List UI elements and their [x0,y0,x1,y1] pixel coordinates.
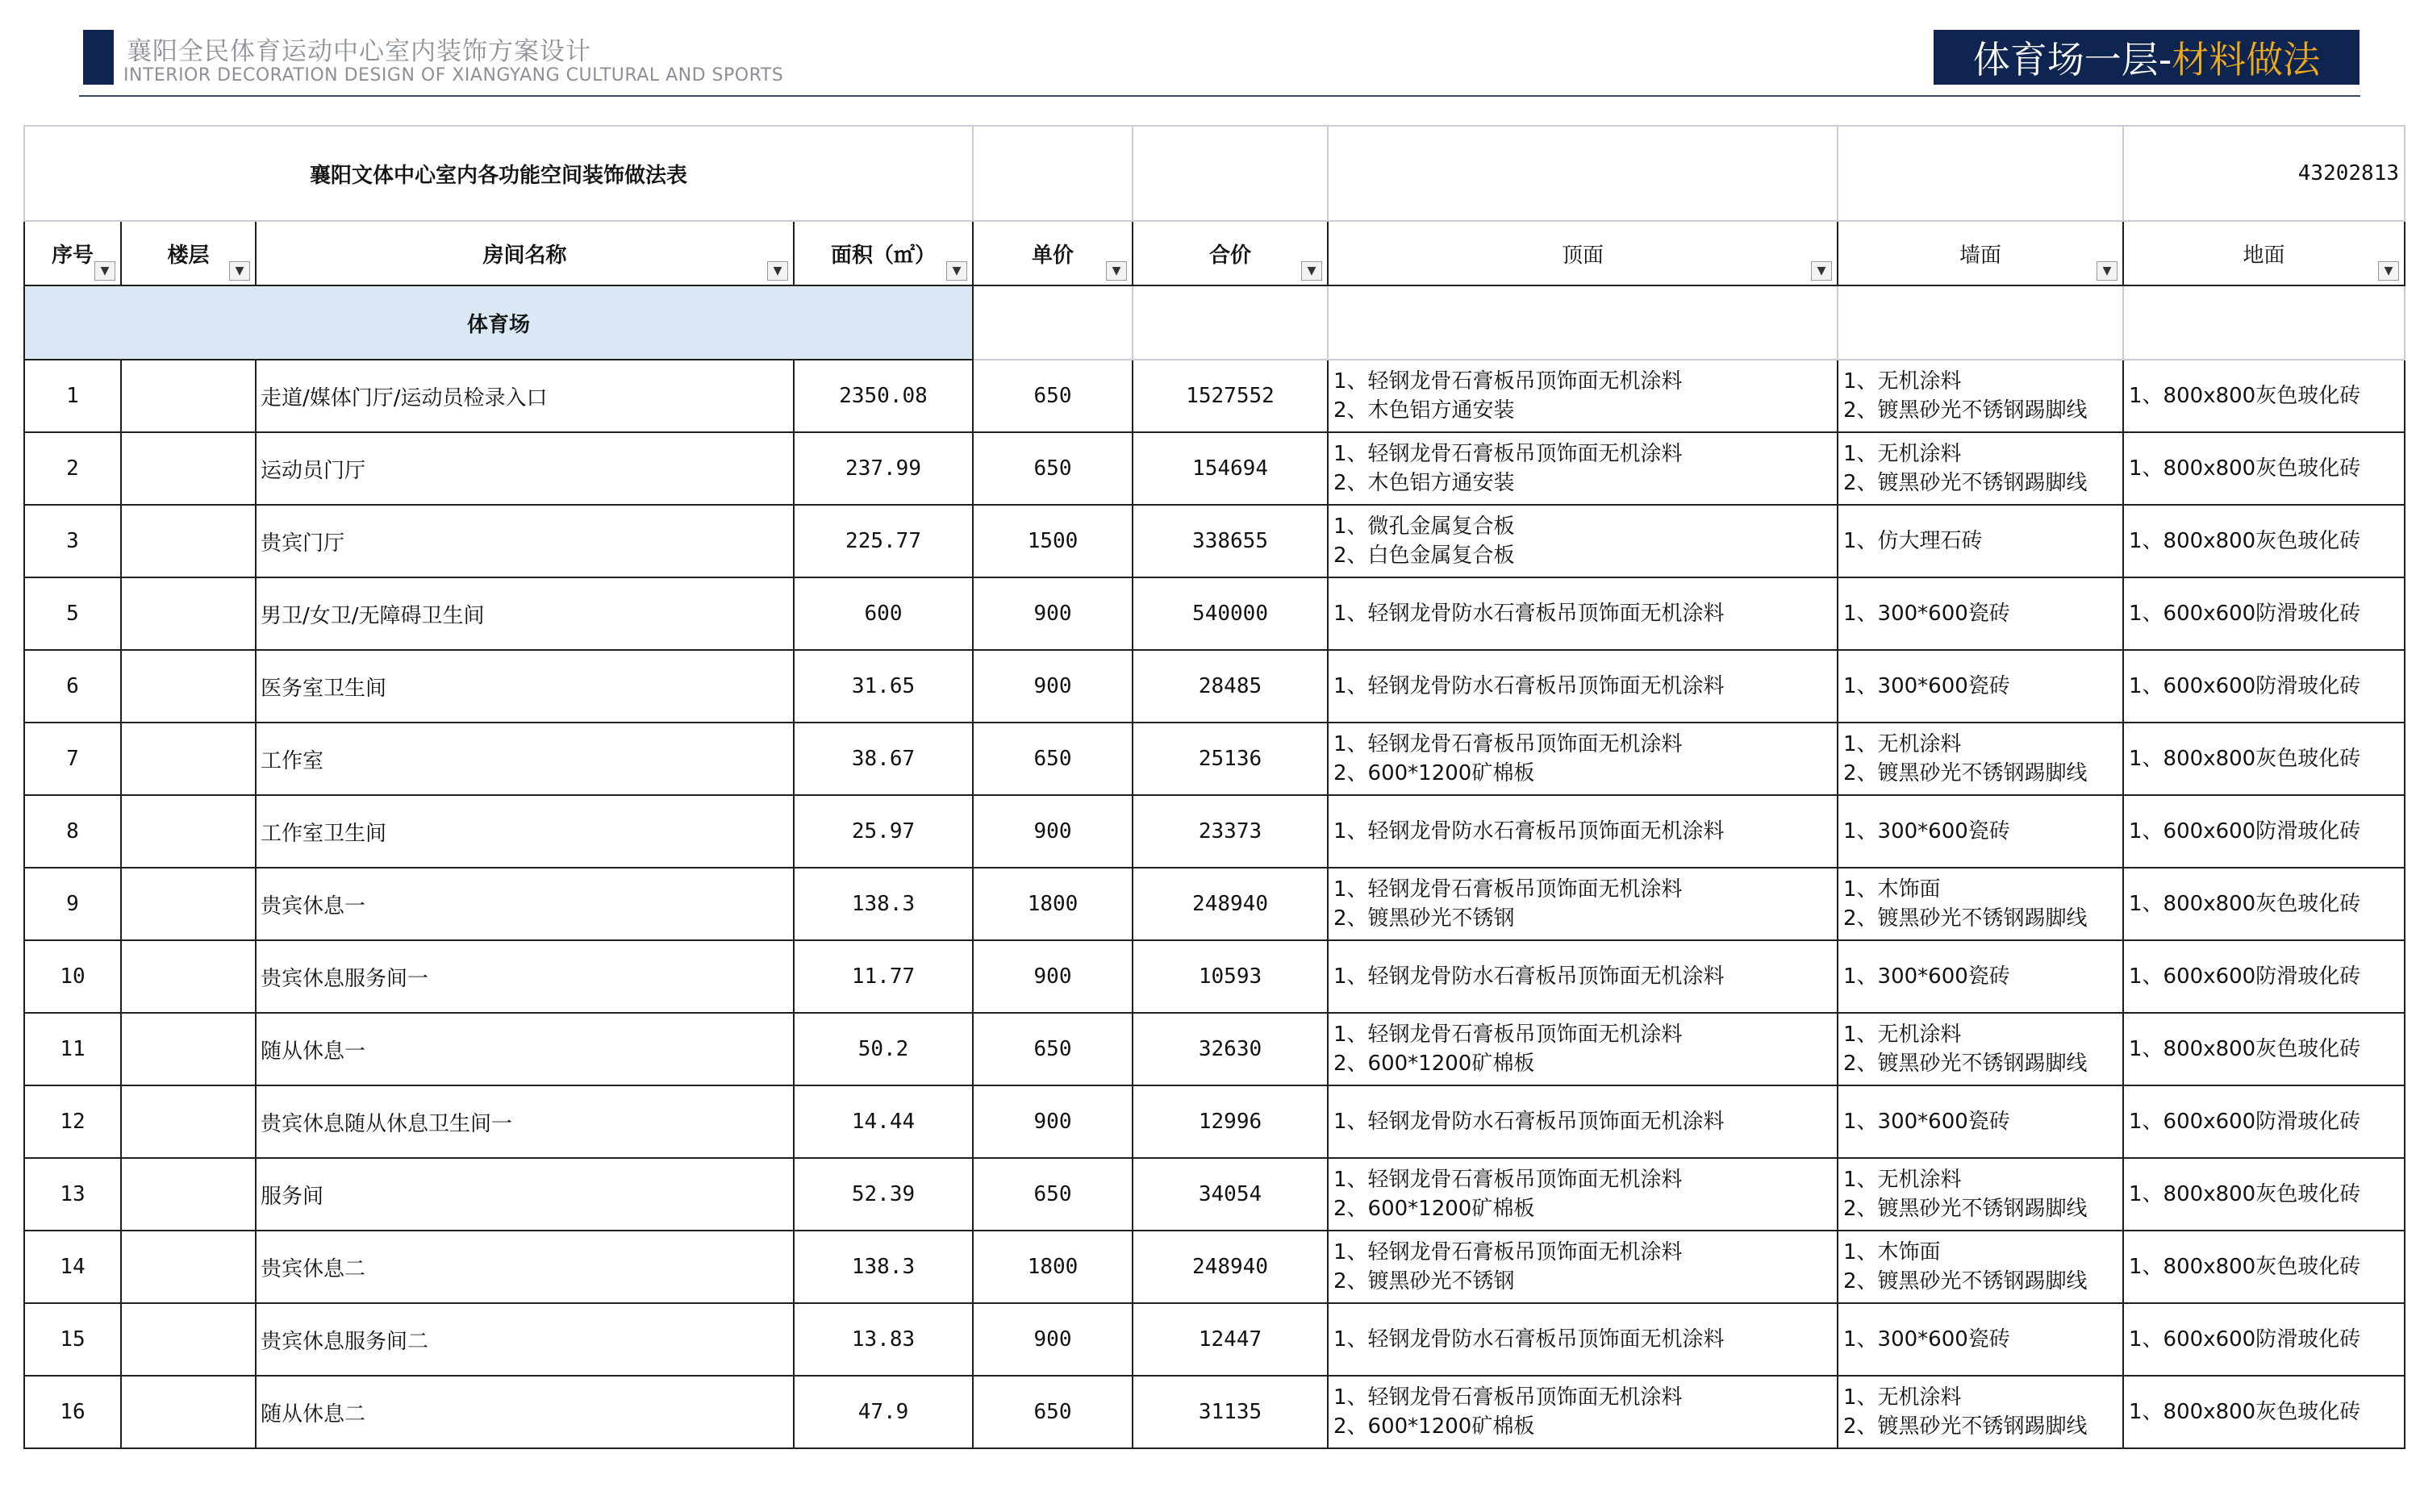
spec-line: 1、无机涂料 [1843,1023,1962,1047]
cell-no: 14 [24,1231,121,1303]
cell-floor [121,940,256,1013]
cell-no: 6 [24,650,121,723]
cell-area: 225.77 [794,505,973,577]
cell-no: 7 [24,723,121,795]
spec-line: 1、微孔金属复合板 [1333,514,1515,539]
col-header-area [794,221,973,285]
spec-line: 1、轻钢龙骨石膏板吊顶饰面无机涂料 [1333,1240,1683,1264]
cell-floor-finish [2123,723,2405,795]
table-row [24,505,2405,577]
cell-floor-finish [2123,432,2405,505]
cell-floor-finish [2123,1231,2405,1303]
spec-line: 1、轻钢龙骨防水石膏板吊顶饰面无机涂料 [1333,964,1725,989]
cell-unit-price: 650 [973,360,1133,432]
cell-total: 10593 [1133,940,1328,1013]
spec-line: 1、600x600防滑玻化砖 [2129,1327,2361,1352]
spec-line: 2、镀黑砂光不锈钢 [1333,906,1515,931]
cell-wall [1838,795,2123,868]
cell-total: 248940 [1133,1231,1328,1303]
col-header-label: 墙面 [1959,243,2002,268]
section-row [24,285,2405,360]
project-title-cn: 襄阳全民体育运动中心室内装饰方案设计 [127,37,591,66]
spec-line: 1、轻钢龙骨防水石膏板吊顶饰面无机涂料 [1333,674,1725,698]
spec-line: 1、无机涂料 [1843,1385,1962,1410]
cell-wall [1838,723,2123,795]
cell-unit-price: 900 [973,577,1133,650]
spec-line: 1、轻钢龙骨石膏板吊顶饰面无机涂料 [1333,1168,1683,1192]
cell-unit-price: 1500 [973,505,1133,577]
col-header-price [973,221,1133,285]
table-code: 43202813 [2123,126,2405,221]
chevron-down-icon[interactable]: ▼ [1301,261,1322,281]
spec-line: 1、800x800灰色玻化砖 [2129,1182,2361,1206]
cell-unit-price: 1800 [973,1231,1133,1303]
spec-line: 2、白色金属复合板 [1333,544,1515,568]
table-row [24,1303,2405,1376]
cell-total: 34054 [1133,1158,1328,1231]
cell-ceiling [1328,505,1838,577]
col-header-label: 合价 [1209,243,1252,268]
cell-room-name: 贵宾门厅 [256,505,794,577]
cell-floor [121,360,256,432]
cell-area: 31.65 [794,650,973,723]
spec-line: 1、木饰面 [1843,877,1941,902]
cell-area: 138.3 [794,868,973,940]
empty-cell [1328,126,1838,221]
cell-floor-finish [2123,650,2405,723]
project-title-en: INTERIOR DECORATION DESIGN OF XIANGYANG CULTURAL AND SPORTS [123,65,784,85]
spec-line: 1、800x800灰色玻化砖 [2129,1400,2361,1424]
cell-floor [121,432,256,505]
cell-floor-finish [2123,795,2405,868]
logo-block [83,30,114,85]
cell-ceiling [1328,723,1838,795]
cell-area: 13.83 [794,1303,973,1376]
spec-line: 1、300*600瓷砖 [1843,1327,2010,1352]
cell-total: 12996 [1133,1085,1328,1158]
col-header-label: 顶面 [1562,243,1604,268]
cell-unit-price: 650 [973,432,1133,505]
cell-total: 1527552 [1133,360,1328,432]
chevron-down-icon[interactable]: ▼ [94,261,115,281]
spec-line: 2、镀黑砂光不锈钢踢脚线 [1843,471,2088,495]
empty-cell [973,285,1133,360]
spec-line: 1、600x600防滑玻化砖 [2129,1110,2361,1134]
spec-line: 1、300*600瓷砖 [1843,964,2010,989]
cell-wall [1838,1085,2123,1158]
table-caption: 襄阳文体中心室内各功能空间装饰做法表 [24,126,973,221]
cell-floor [121,505,256,577]
cell-unit-price: 900 [973,940,1133,1013]
cell-wall [1838,650,2123,723]
spec-line: 2、木色铝方通安装 [1333,398,1515,423]
cell-no: 11 [24,1013,121,1085]
table-row [24,1376,2405,1448]
table-row [24,577,2405,650]
cell-total: 23373 [1133,795,1328,868]
cell-floor [121,1158,256,1231]
cell-wall [1838,577,2123,650]
cell-total: 12447 [1133,1303,1328,1376]
empty-cell [2123,285,2405,360]
cell-floor-finish [2123,360,2405,432]
cell-room-name: 工作室卫生间 [256,795,794,868]
cell-no: 10 [24,940,121,1013]
col-header-wall [1838,221,2123,285]
cell-room-name: 运动员门厅 [256,432,794,505]
spec-line: 2、600*1200矿棉板 [1333,1052,1535,1076]
table-row [24,1158,2405,1231]
cell-wall [1838,360,2123,432]
empty-cell [1838,285,2123,360]
page-title [1934,30,2360,85]
col-header-no [24,221,121,285]
cell-ceiling [1328,1085,1838,1158]
cell-area: 600 [794,577,973,650]
spec-line: 1、轻钢龙骨防水石膏板吊顶饰面无机涂料 [1333,602,1725,626]
table-row [24,432,2405,505]
table-row [24,650,2405,723]
spec-line: 1、无机涂料 [1843,369,1962,394]
cell-ceiling [1328,1013,1838,1085]
section-label: 体育场 [24,285,973,360]
table-row [24,360,2405,432]
cell-ceiling [1328,1231,1838,1303]
spec-line: 1、300*600瓷砖 [1843,674,2010,698]
empty-cell [1328,285,1838,360]
cell-area: 2350.08 [794,360,973,432]
cell-ceiling [1328,1303,1838,1376]
spec-line: 1、300*600瓷砖 [1843,819,2010,843]
chevron-down-icon[interactable]: ▼ [229,261,250,281]
spec-line: 2、镀黑砂光不锈钢踢脚线 [1843,1052,2088,1076]
cell-total: 248940 [1133,868,1328,940]
cell-floor [121,1376,256,1448]
spec-line: 1、轻钢龙骨防水石膏板吊顶饰面无机涂料 [1333,1110,1725,1134]
cell-no: 13 [24,1158,121,1231]
cell-area: 138.3 [794,1231,973,1303]
cell-area: 52.39 [794,1158,973,1231]
table-row [24,1085,2405,1158]
cell-wall [1838,868,2123,940]
cell-no: 16 [24,1376,121,1448]
cell-floor [121,1085,256,1158]
cell-floor [121,650,256,723]
col-header-label: 单价 [1032,243,1074,268]
cell-floor [121,1231,256,1303]
cell-total: 540000 [1133,577,1328,650]
cell-unit-price: 650 [973,1013,1133,1085]
decoration-schedule-table [23,125,2405,1449]
cell-room-name: 贵宾休息随从休息卫生间一 [256,1085,794,1158]
spec-line: 1、仿大理石砖 [1843,529,1983,553]
cell-floor-finish [2123,1376,2405,1448]
empty-cell [973,126,1133,221]
chevron-down-icon[interactable]: ▼ [767,261,788,281]
spec-line: 2、镀黑砂光不锈钢踢脚线 [1843,1414,2088,1439]
spec-line: 1、轻钢龙骨石膏板吊顶饰面无机涂料 [1333,1385,1683,1410]
cell-unit-price: 900 [973,650,1133,723]
cell-floor-finish [2123,1158,2405,1231]
col-header-label: 房间名称 [482,243,567,268]
spec-line: 1、轻钢龙骨防水石膏板吊顶饰面无机涂料 [1333,819,1725,843]
cell-no: 1 [24,360,121,432]
cell-floor-finish [2123,577,2405,650]
cell-unit-price: 900 [973,795,1133,868]
table-row [24,940,2405,1013]
cell-total: 338655 [1133,505,1328,577]
cell-ceiling [1328,1158,1838,1231]
spec-line: 1、800x800灰色玻化砖 [2129,1037,2361,1061]
spec-line: 1、300*600瓷砖 [1843,602,2010,626]
cell-unit-price: 650 [973,723,1133,795]
spec-line: 1、轻钢龙骨石膏板吊顶饰面无机涂料 [1333,442,1683,466]
cell-total: 32630 [1133,1013,1328,1085]
spec-line: 1、800x800灰色玻化砖 [2129,892,2361,916]
spec-line: 1、无机涂料 [1843,732,1962,756]
cell-room-name: 医务室卫生间 [256,650,794,723]
col-header-label: 楼层 [167,243,210,268]
cell-ceiling [1328,577,1838,650]
cell-room-name: 走道/媒体门厅/运动员检录入口 [256,360,794,432]
spec-line: 1、木饰面 [1843,1240,1941,1264]
cell-unit-price: 650 [973,1158,1133,1231]
col-header-label: 面积（㎡） [831,243,937,268]
spec-line: 1、800x800灰色玻化砖 [2129,384,2361,408]
cell-floor [121,795,256,868]
spec-line: 1、轻钢龙骨石膏板吊顶饰面无机涂料 [1333,1023,1683,1047]
cell-floor [121,868,256,940]
spec-line: 2、镀黑砂光不锈钢踢脚线 [1843,1197,2088,1221]
spec-line: 2、600*1200矿棉板 [1333,761,1535,785]
spec-line: 1、轻钢龙骨石膏板吊顶饰面无机涂料 [1333,369,1683,394]
cell-wall [1838,505,2123,577]
cell-ceiling [1328,1376,1838,1448]
spec-line: 2、镀黑砂光不锈钢踢脚线 [1843,906,2088,931]
cell-ceiling [1328,650,1838,723]
cell-floor [121,723,256,795]
col-header-room [256,221,794,285]
spec-line: 1、轻钢龙骨石膏板吊顶饰面无机涂料 [1333,732,1683,756]
cell-total: 154694 [1133,432,1328,505]
cell-room-name: 贵宾休息一 [256,868,794,940]
spec-line: 2、镀黑砂光不锈钢踢脚线 [1843,761,2088,785]
cell-total: 25136 [1133,723,1328,795]
spec-line: 1、无机涂料 [1843,442,1962,466]
cell-unit-price: 650 [973,1376,1133,1448]
col-header-label: 序号 [51,243,94,268]
cell-room-name: 服务间 [256,1158,794,1231]
cell-wall [1838,1231,2123,1303]
spec-line: 1、轻钢龙骨防水石膏板吊顶饰面无机涂料 [1333,1327,1725,1352]
cell-no: 3 [24,505,121,577]
spec-line: 2、600*1200矿棉板 [1333,1197,1535,1221]
cell-ceiling [1328,940,1838,1013]
cell-total: 31135 [1133,1376,1328,1448]
cell-unit-price: 900 [973,1085,1133,1158]
cell-wall [1838,1013,2123,1085]
cell-floor-finish [2123,940,2405,1013]
cell-ceiling [1328,795,1838,868]
col-header-ceiling [1328,221,1838,285]
cell-room-name: 贵宾休息服务间一 [256,940,794,1013]
table-row [24,1231,2405,1303]
col-header-label: 地面 [2243,243,2285,268]
table-row [24,868,2405,940]
spec-line: 1、300*600瓷砖 [1843,1110,2010,1134]
cell-no: 12 [24,1085,121,1158]
spec-line: 1、800x800灰色玻化砖 [2129,1255,2361,1279]
cell-area: 25.97 [794,795,973,868]
spec-line: 1、800x800灰色玻化砖 [2129,456,2361,481]
spec-line: 1、600x600防滑玻化砖 [2129,819,2361,843]
cell-room-name: 贵宾休息二 [256,1231,794,1303]
cell-area: 237.99 [794,432,973,505]
cell-floor-finish [2123,1013,2405,1085]
cell-floor [121,1013,256,1085]
cell-wall [1838,1303,2123,1376]
cell-floor-finish [2123,1303,2405,1376]
cell-ceiling [1328,868,1838,940]
cell-room-name: 随从休息一 [256,1013,794,1085]
cell-room-name: 男卫/女卫/无障碍卫生间 [256,577,794,650]
cell-unit-price: 900 [973,1303,1133,1376]
cell-wall [1838,1158,2123,1231]
cell-unit-price: 1800 [973,868,1133,940]
table-row [24,723,2405,795]
empty-cell [1838,126,2123,221]
spec-line: 2、镀黑砂光不锈钢 [1333,1269,1515,1293]
spec-line: 1、800x800灰色玻化砖 [2129,747,2361,771]
header-divider [79,95,2360,97]
chevron-down-icon[interactable]: ▼ [1106,261,1127,281]
spec-line: 1、轻钢龙骨石膏板吊顶饰面无机涂料 [1333,877,1683,902]
cell-no: 2 [24,432,121,505]
spec-line: 1、600x600防滑玻化砖 [2129,674,2361,698]
cell-wall [1838,432,2123,505]
cell-floor [121,1303,256,1376]
cell-wall [1838,940,2123,1013]
cell-area: 14.44 [794,1085,973,1158]
empty-cell [1133,126,1328,221]
empty-cell [1133,285,1328,360]
spec-line: 1、600x600防滑玻化砖 [2129,602,2361,626]
table-row [24,1013,2405,1085]
cell-ceiling [1328,432,1838,505]
spec-line: 1、800x800灰色玻化砖 [2129,529,2361,553]
cell-area: 38.67 [794,723,973,795]
header-row [24,221,2405,285]
cell-floor-finish [2123,868,2405,940]
cell-area: 11.77 [794,940,973,1013]
spec-line: 2、600*1200矿棉板 [1333,1414,1535,1439]
chevron-down-icon[interactable]: ▼ [2097,261,2118,281]
caption-row [24,126,2405,221]
col-header-floor-finish [2123,221,2405,285]
cell-room-name: 随从休息二 [256,1376,794,1448]
spec-line: 2、镀黑砂光不锈钢踢脚线 [1843,1269,2088,1293]
chevron-down-icon[interactable]: ▼ [1811,261,1832,281]
chevron-down-icon[interactable]: ▼ [2378,261,2399,281]
cell-no: 9 [24,868,121,940]
cell-floor-finish [2123,1085,2405,1158]
page-title-highlight: 材料做法 [2172,38,2321,81]
cell-no: 8 [24,795,121,868]
spec-line: 1、无机涂料 [1843,1168,1962,1192]
cell-area: 50.2 [794,1013,973,1085]
cell-area: 47.9 [794,1376,973,1448]
cell-floor-finish [2123,505,2405,577]
cell-no: 5 [24,577,121,650]
cell-room-name: 贵宾休息服务间二 [256,1303,794,1376]
col-header-floor [121,221,256,285]
cell-ceiling [1328,360,1838,432]
col-header-total [1133,221,1328,285]
cell-no: 15 [24,1303,121,1376]
cell-room-name: 工作室 [256,723,794,795]
spec-line: 2、镀黑砂光不锈钢踢脚线 [1843,398,2088,423]
spec-line: 2、木色铝方通安装 [1333,471,1515,495]
cell-wall [1838,1376,2123,1448]
spec-line: 1、600x600防滑玻化砖 [2129,964,2361,989]
cell-floor [121,577,256,650]
cell-total: 28485 [1133,650,1328,723]
table-row [24,795,2405,868]
chevron-down-icon[interactable]: ▼ [946,261,967,281]
page-title-main: 体育场一层- [1972,38,2172,81]
